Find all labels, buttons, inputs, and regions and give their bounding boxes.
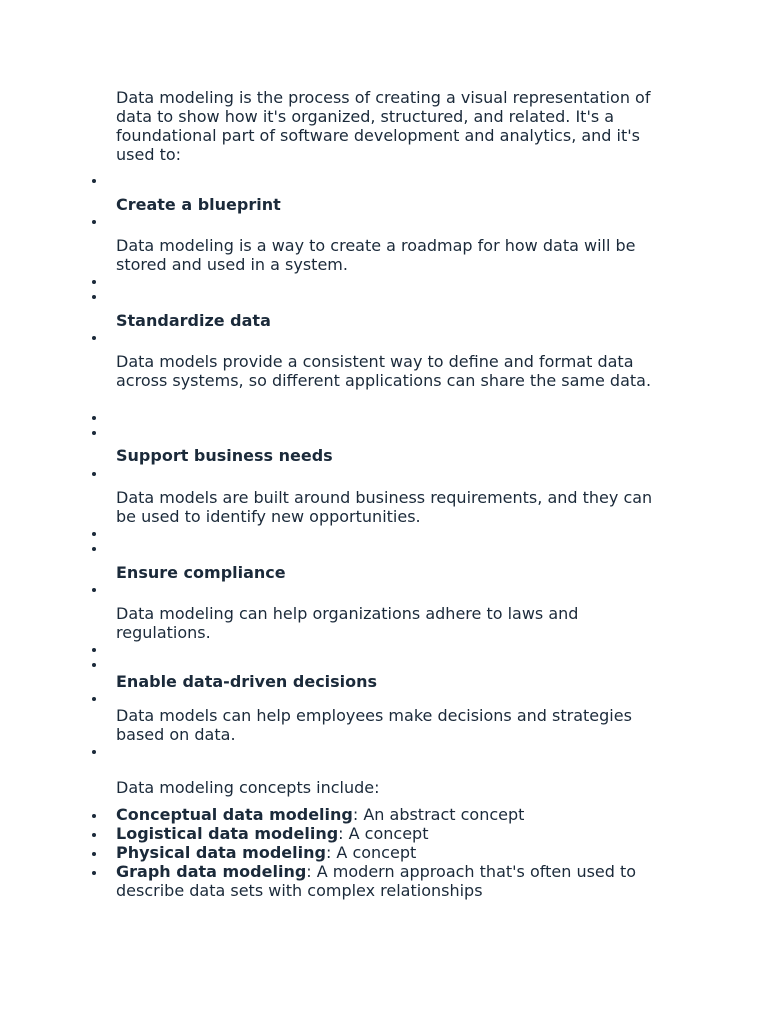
- concepts-intro: Data modeling concepts include:: [116, 778, 380, 797]
- bullet: [92, 833, 96, 837]
- bullet: [92, 852, 96, 856]
- concept-label: Graph data modeling: [116, 862, 307, 881]
- bullet: [92, 663, 96, 667]
- purpose-heading-blueprint: Create a blueprint: [116, 195, 281, 214]
- concept-item-logistical: [116, 824, 661, 843]
- bullet: [92, 280, 96, 284]
- intro-paragraph: Data modeling is the process of creating a visual representation of data to show how it's organized, structured, and related. It's a foundational part of software development and analytics, and it's used to:: [116, 88, 651, 164]
- bullet: [92, 547, 96, 551]
- concept-text: : A concept: [338, 824, 429, 843]
- purpose-text-decisions: Data models can help employees make decisions and strategies based on data.: [116, 706, 632, 744]
- concept-text: : A concept: [325, 843, 417, 862]
- bullet: [92, 336, 96, 340]
- bullet: [92, 416, 96, 420]
- purpose-heading-business: Support business needs: [116, 446, 333, 465]
- bullet: [92, 871, 96, 875]
- bullet: [92, 697, 96, 701]
- bullet: [92, 814, 96, 818]
- bullet: [92, 648, 96, 652]
- bullet: [92, 750, 96, 754]
- bullet: [92, 532, 96, 536]
- bullet: [92, 295, 96, 299]
- concept-text: : An abstract concept: [352, 805, 525, 824]
- concept-label: Logistical data modeling: [116, 824, 339, 843]
- purpose-heading-decisions: Enable data-driven decisions: [116, 672, 378, 691]
- bullet: [92, 588, 96, 592]
- bullet: [92, 431, 96, 435]
- concept-item-graph: [116, 862, 661, 900]
- purpose-text-blueprint: Data modeling is a way to create a roadmap for how data will be stored and used in a system.: [116, 236, 636, 274]
- bullet: [92, 220, 96, 224]
- purpose-heading-compliance: Ensure compliance: [116, 563, 286, 582]
- purpose-heading-standardize: Standardize data: [116, 311, 271, 330]
- bullet: [92, 472, 96, 476]
- concept-label: Conceptual data modeling: [116, 805, 353, 824]
- purpose-text-standardize: Data models provide a consistent way to define and format data across systems, so different applications can share the same data.: [116, 352, 652, 390]
- purpose-text-compliance: Data modeling can help organizations adhere to laws and regulations.: [116, 604, 579, 642]
- concept-text: : A modern approach that's often used to describe data sets with complex relationships: [116, 862, 637, 900]
- concept-item-conceptual: [116, 805, 661, 824]
- bullet: [92, 179, 96, 183]
- purpose-text-business: Data models are built around business requirements, and they can be used to identify new opportunities.: [116, 488, 653, 526]
- concept-item-physical: [116, 843, 661, 862]
- concept-label: Physical data modeling: [116, 843, 326, 862]
